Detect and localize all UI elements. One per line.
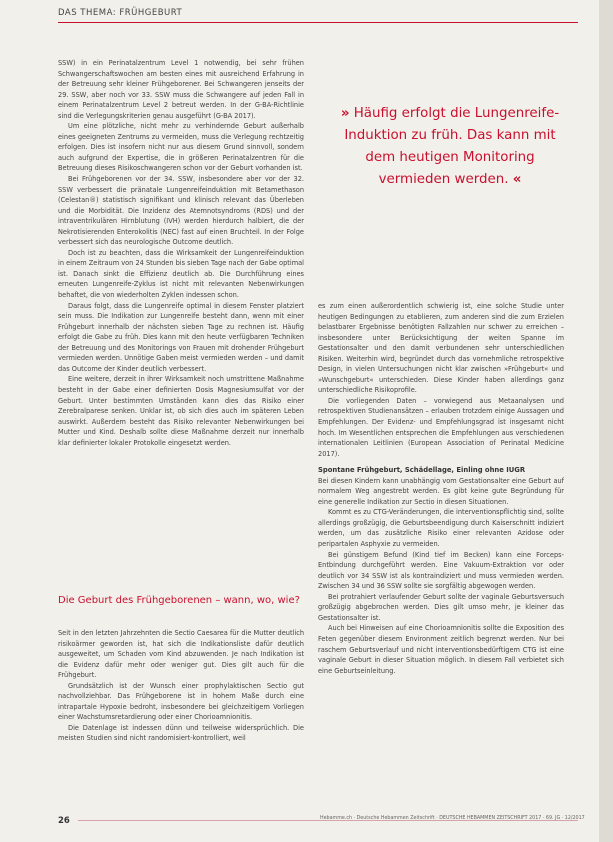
paragraph: Kommt es zu CTG-Veränderungen, die interventionspflichtig sind, sollte allerdings großzügig, die Geburtsbeendigung durch Kaiserschnitt indiziert werden, um das zusätzliche Risiko einer relevanten Azidose oder peripartalen Asphyxie zu vermeiden. xyxy=(318,508,564,549)
right-column xyxy=(318,301,564,676)
page-edge xyxy=(599,0,613,842)
left-column-continued xyxy=(58,628,304,744)
page-footer xyxy=(58,816,585,828)
quote-open-mark: » xyxy=(340,106,350,121)
paragraph: es zum einen außerordentlich schwierig ist, eine solche Studie unter heutigen Bedingungen zu etablieren, zum anderen sind die zum Erzielen belastbarer Ergebnisse benötigten Fallzahlen nur schwer zu erreichen – insbesondere unter Berücksichtigung der weiten Spanne im Gestationsalter und den damit verbundenen sehr unterschiedlichen Risiken. Weiterhin wird, begründet durch das vornehmliche retrospektive Design, in vielen Untersuchungen nicht klar zwischen »Frühgeburt« und »Wunschgeburt« unterschieden. Diese Kinder haben allerdings ganz unterschiedliche Risikoprofile. xyxy=(318,302,564,395)
paragraph: SSW) in ein Perinatalzentrum Level 1 notwendig, bei sehr frühen Schwangerschaftswochen am besten eines mit ausreichend Erfahrung in der Betreuung sehr kleiner Frühgeborener. Bei Schwangeren jenseits der 29. SSW, aber noch vor 33. SSW muss die Schwangere auf jeden Fall in einem Perinatalzentrum Level 2 betreut werden. In der G-BA-Richtlinie sind die Verlegungskriterien genau ausgeführt (G-BA 2017). xyxy=(58,59,304,120)
paragraph: Die vorliegenden Daten – vorwiegend aus Metaanalysen und retrospektiven Studienansätzen – erlauben trotzdem einige Aussagen und Empfehlungen. Der Evidenz- und Empfehlungsgrad ist insgesamt nicht hoch. Im Wesentlichen entsprechen die Empfehlungen aus verschiedenen internationalen Leitlinien (European Association of Perinatal Medicine 2017). xyxy=(318,396,564,458)
paragraph: Daraus folgt, dass die Lungenreife optimal in diesem Fenster platziert sein muss. Die Indikation zur Lungenreife besteht dann, wenn mit einer Frühgeburt innerhalb der nächsten sieben Tage zu rechnen ist. Häufig erfolgt die Gabe zu früh. Dies kann mit den heute verfügbaren Techniken der Betreuung und des Monitorings von Frauen mit drohender Frühgeburt vermieden werden. Unnötige Gaben meist vermieden werden – und damit das Outcome der Kinder deutlich verbessert. xyxy=(58,301,304,373)
left-column xyxy=(58,58,304,448)
paragraph: Um eine plötzliche, nicht mehr zu verhindernde Geburt außerhalb eines geeigneten Zentrums zu vermeiden, muss die Verlegung rechtzeitig erfolgen. Dies ist insofern nicht nur aus diesem Grund sinnvoll, sondern auch aufgrund der Expertise, die in größeren Perinatalzentren für die Betreuung dieses Risikoschwangeren schon vor der Geburt vorhanden ist. xyxy=(58,122,304,173)
header-rule xyxy=(58,22,578,23)
paragraph: Seit in den letzten Jahrzehnten die Sectio Caesarea für die Mutter deutlich risikoärmer geworden ist, hat sich die Indikationsliste dafür deutlich ausgeweitet, um Schaden vom Kind abzuwenden. Je nach Indikation ist die Evidenz dafür mehr oder weniger gut. Dies gilt auch für die Frühgeburt. xyxy=(58,629,304,680)
paragraph: Doch ist zu beachten, dass die Wirksamkeit der Lungenreifeinduktion in einem Zeitraum von 24 Stunden bis sieben Tage nach der Gabe optimal ist. Danach sinkt die Effizienz deutlich ab. Die Durchführung eines erneuten Lungenreife-Zyklus ist nicht mit relevanten Nebenwirkungen behaftet, die von wiederholten Zyklen indessen schon. xyxy=(58,248,304,300)
paragraph: Grundsätzlich ist der Wunsch einer prophylaktischen Sectio gut nachvollziehbar. Das Frühgeborene ist in hohem Maße durch eine intrapartale Hypoxie bedroht, insbesondere bei gleichzeitigem Vorliegen einer Wachstumsretardierung oder einer Chorioamnionitis. xyxy=(58,681,304,722)
paragraph: Bei günstigem Befund (Kind tief im Becken) kann eine Forceps-Entbindung durchgeführt werden. Eine Vakuum-Extraktion vor oder deutlich vor 34 SSW ist als kontraindiziert und muss vermieden werden. Zwischen 34 und 36 SSW sollte sie sorgfältig abgewogen werden. xyxy=(318,550,564,591)
paragraph: Die Datenlage ist indessen dünn und teilweise widersprüchlich. Die meisten Studien sind nicht randomisiert-kontrolliert, weil xyxy=(58,723,304,743)
paragraph: Eine weitere, derzeit in ihrer Wirksamkeit noch umstrittene Maßnahme besteht in der Gabe einer definierten Dosis Magnesiumsulfat vor der Geburt. Unter bestimmten Umständen kann dies das Risiko einer Zerebralparese senken. Unklar ist, ob sich dies auch im späteren Leben auswirkt. Außerdem besteht das Risiko relevanter Nebenwirkungen bei Mutter und Kind. Deshalb sollte diese Maßnahme derzeit nur innerhalb klar definierter lokaler Protokolle eingesetzt werden. xyxy=(58,375,304,447)
section-header: DAS THEMA: FRÜHGEBURT xyxy=(58,8,183,18)
footer-credit: Hebamme.ch · Deutsche Hebammen Zeitschrift · DEUTSCHE HEBAMMEN ZEITSCHRIFT 2017 · 69. JG · 12/2017 xyxy=(320,816,585,821)
page-number: 26 xyxy=(58,816,70,826)
quote-close-mark: « xyxy=(512,172,522,187)
paragraph: Bei protrahiert verlaufender Geburt sollte der vaginale Geburtsversuch großzügig abgebrochen werden. Dies gilt umso mehr, je kleiner das Gestationsalter ist. xyxy=(318,592,564,622)
paragraph: Bei diesen Kindern kann unabhängig vom Gestationsalter eine Geburt auf normalem Weg angestrebt werden. Es gibt keine gute Begründung für eine generelle Indikation zur Sectio in diesen Situationen. xyxy=(318,476,564,506)
pull-quote xyxy=(330,103,570,191)
paragraph: Auch bei Hinweisen auf eine Chorioamnionitis sollte die Exposition des Feten gegenüber diesem Environment zeitlich begrenzt werden. Nur bei raschem Geburtsverlauf und nicht interventionsbedürftigem CTG ist eine vaginale Geburt in dieser Situation möglich. In diesem Fall verbietet sich eine Geburtseinleitung. xyxy=(318,624,564,675)
paragraph: Bei Frühgeborenen vor der 34. SSW, insbesondere aber vor der 32. SSW verbessert die pränatale Lungenreifeinduktion mit Betamethason (Celestan®) statistisch signifikant und klinisch relevant das Überleben und die Morbidität. Die Inzidenz des Atemnotsyndroms (RDS) und der intraventrikulären Hirnblutung (IVH) werden hierdurch halbiert, die der Nekrotisierenden Enterokolitis (NEC) fast auf einen Bruchteil. In der Folge verbessert sich das neurologische Outcome deutlich. xyxy=(58,175,304,247)
pull-quote-text: Häufig erfolgt die Lungenreife-Induktion zu früh. Das kann mit dem heutigen Monitoring vermieden werden. xyxy=(344,106,560,187)
section-subhead: Die Geburt des Frühgeborenen – wann, wo, wie? xyxy=(58,595,300,606)
right-subhead: Spontane Frühgeburt, Schädellage, Einling ohne IUGR xyxy=(318,466,526,475)
